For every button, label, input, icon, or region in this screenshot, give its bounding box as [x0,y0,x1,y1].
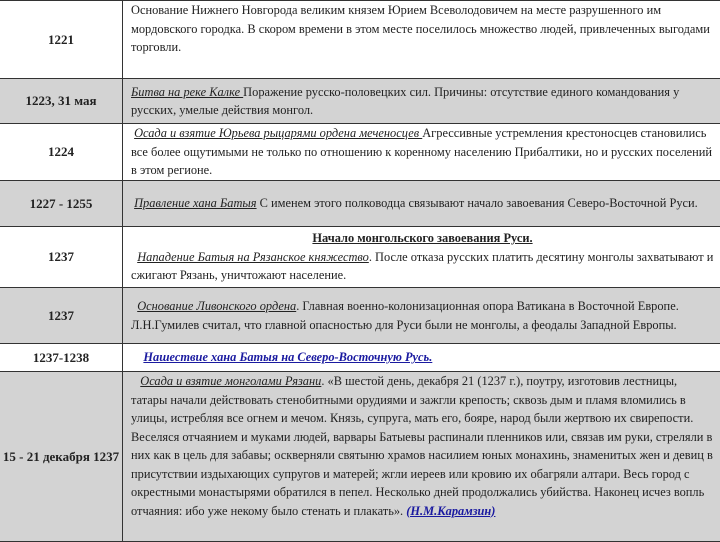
description-cell [123,227,720,288]
table-row [0,1,720,79]
date-cell: 1223, 31 мая [0,79,123,124]
event-title: Правление хана Батыя [134,196,256,210]
description-text: . После отказа русских платить десятину монголы захватывают и сжигают Рязань, уничтожают население. [131,250,713,283]
event-title: Битва на реке Калке [131,85,243,99]
description-text: . Главная военно-колонизационная опора Ватикана в Восточной Европе. Л.Н.Гумилев считал, что главной опасностью для Руси были не монголы, а феодалы Западной Европы. [131,299,679,332]
event-title: Основание Ливонского ордена [137,299,296,313]
description-cell [123,181,720,227]
description-cell [123,344,720,372]
description-text: Основание Нижнего Новгорода великим князем Юрием Всеволодовичем на месте разрушенного им мордовского городка. В скором времени в этом месте поселилось множество людей, привлеченных выгодами торговли. [131,3,710,54]
date-cell: 1237-1238 [0,344,123,372]
date-cell: 1227 - 1255 [0,181,123,227]
description-text: С именем этого полководца связывают начало завоевания Северо-Восточной Руси. [257,196,698,210]
description-cell [123,1,720,79]
table-row [0,344,720,372]
table-row [0,288,720,344]
table-row [0,227,720,288]
description-text: Поражение русско-половецких сил. Причины: отсутствие единого командования у русских, умелые действия монгол. [131,85,679,118]
date-cell: 1237 [0,288,123,344]
table-row [0,79,720,124]
table-row [0,372,720,542]
date-cell: 15 - 21 декабря 1237 [0,372,123,542]
source-link[interactable]: (Н.М.Карамзин) [406,504,495,518]
description-text: . «В шестой день, декабря 21 (1237 г.), поутру, изготовив лестницы, татары начали действовать стенобитными орудиями и зажгли крепость; сквозь дым и пламя вломились в улицы, истребляя все огнем и мечом. Князь, супруга, мать его, бояре, народ были жертвою их свирепости. Веселяся отчаянием и муками людей, варвары Батыевы распинали пленников или, связав им руки, стреляли в них как в цель для забавы; оскверняли святыню храмов насилием юных монахинь, знаменитых жен и девиц в присутствии издыхающих супругов и матерей; жгли иереев или кровию их обагряли алтари. Весь город с окрестными монастырями обратился в пепел. Несколько дней продолжались убийства. Наконец исчез вопль отчаяния: ибо уже некому было стенать и плакать». [131,374,713,518]
description-cell [123,288,720,344]
event-title: Нападение Батыя на Рязанское княжество [137,250,369,264]
description-text: Агрессивные устремления крестоносцев становились все более ощутимыми не только по отношению к коренному населению Прибалтики, но и русских поселений в этом регионе. [131,126,712,177]
date-cell: 1237 [0,227,123,288]
event-title: Осада и взятие Юрьева рыцарями ордена меченосцев [134,126,422,140]
description-cell [123,124,720,181]
table-row [0,124,720,181]
section-title: Начало монгольского завоевания Руси. [131,229,714,248]
event-link[interactable]: Нашествие хана Батыя на Северо-Восточную Русь. [143,350,432,364]
date-cell: 1224 [0,124,123,181]
table-row [0,181,720,227]
description-cell [123,79,720,124]
date-cell: 1221 [0,1,123,79]
event-title: Осада и взятие монголами Рязани [140,374,321,388]
description-cell [123,372,720,542]
